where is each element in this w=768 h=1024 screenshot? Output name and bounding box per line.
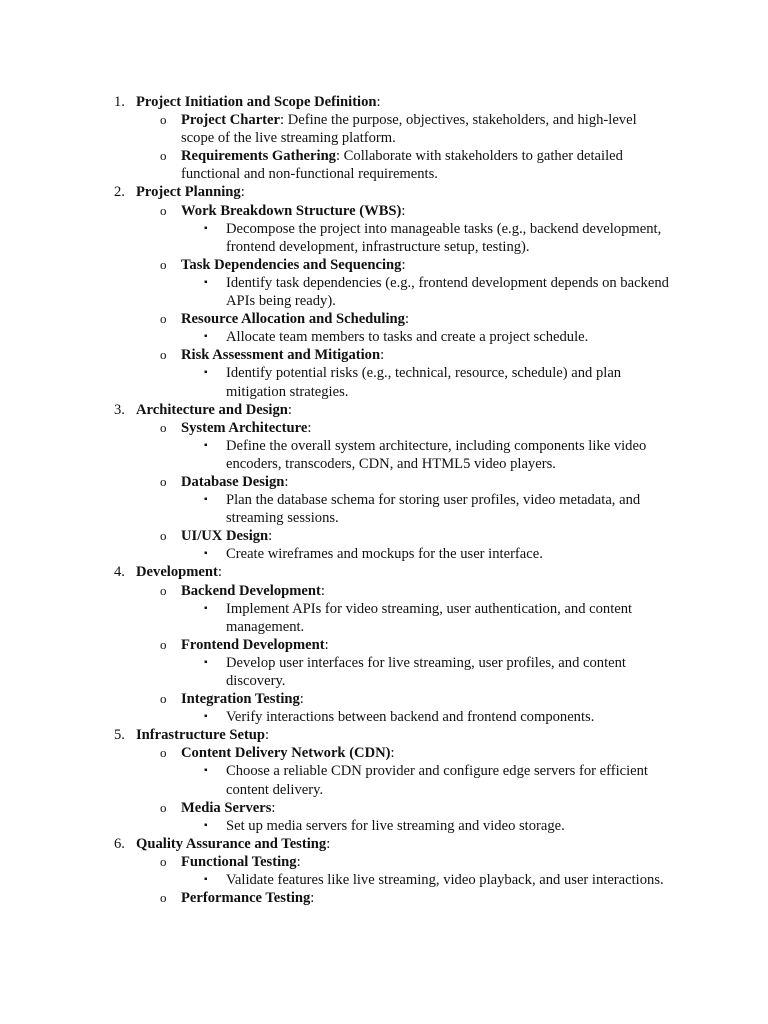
subsection-item [0,147,661,183]
subsection-title: Backend Development [181,582,321,599]
section-number: 1. [114,94,125,110]
section-title: Project Initiation and Scope Definition [136,94,377,110]
detail-bullet [0,491,678,527]
subsection-item [0,889,661,907]
section-number: 5. [114,727,125,744]
detail-bullet [0,762,678,798]
detail-text: Allocate team members to tasks and create a project schedule. [226,329,589,346]
detail-text: Develop user interfaces for live streaming, user profiles, and content discovery. [226,654,626,689]
subsection-item [0,346,661,364]
section-title: Project Planning [136,184,241,201]
square-bullet-icon: ▪ [204,602,208,614]
outline-list [0,93,768,907]
section-heading [0,563,696,581]
section-heading [0,401,696,419]
subsection-item [0,419,661,437]
square-bullet-icon: ▪ [204,765,208,777]
section-title-colon: : [287,401,292,418]
square-bullet-icon: ▪ [204,276,208,288]
subsection-item [0,256,661,274]
subsection-item [0,744,661,762]
detail-text: Create wireframes and mockups for the user interface. [226,546,543,563]
detail-bullet [0,708,678,726]
detail-bullet [0,437,678,473]
subsection-text: : [380,347,385,364]
section-title-colon: : [240,184,245,201]
detail-text: Implement APIs for video streaming, user authentication, and content management. [226,600,633,635]
detail-text: Identify task dependencies (e.g., frontend development depends on backend APIs being ready). [226,274,669,310]
subsection-title: Project Charter [181,112,280,129]
section-title: Development [136,564,218,581]
square-bullet-icon: ▪ [204,331,208,343]
detail-bullet [0,220,678,256]
subsection-text: : [310,890,315,907]
section-title-colon: : [265,727,270,744]
subsection-title: Frontend Development [181,636,325,653]
hollow-bullet-icon: o [160,853,167,869]
subsection-text: : [268,528,273,545]
subsection-text: : [401,256,406,273]
hollow-bullet-icon: o [160,347,167,363]
hollow-bullet-icon: o [160,311,167,327]
subsection-item [0,527,661,545]
subsection-title: Risk Assessment and Mitigation [181,347,381,364]
section-number: 2. [114,184,125,201]
subsection-item [0,799,661,817]
subsection-text: : Collaborate with stakeholders to gather detailed functional and non-functional requirements. [181,148,623,183]
subsection-title: Work Breakdown Structure (WBS) [181,202,402,219]
hollow-bullet-icon: o [160,256,167,272]
square-bullet-icon: ▪ [204,494,208,506]
detail-bullet [0,545,678,563]
hollow-bullet-icon: o [160,636,167,652]
detail-text: Identify potential risks (e.g., technical, resource, schedule) and plan mitigation strategies. [226,365,622,400]
subsection-item [0,853,661,871]
hollow-bullet-icon: o [160,528,167,544]
detail-bullet [0,817,678,835]
subsection-text: : Define the purpose, objectives, stakeholders, and high-level scope of the live streaming platform. [181,112,637,147]
section-heading [0,93,696,111]
subsection-text: : [307,419,312,436]
section-heading [0,726,696,744]
section-heading [0,835,696,853]
subsection-title: Performance Testing [181,890,311,907]
section-title-colon: : [217,564,222,581]
hollow-bullet-icon: o [160,691,167,707]
detail-text: Choose a reliable CDN provider and configure edge servers for efficient content delivery. [226,763,648,798]
section-heading [0,183,696,201]
subsection-item [0,111,661,147]
hollow-bullet-icon: o [160,582,167,598]
subsection-title: Resource Allocation and Scheduling [181,311,405,328]
subsection-text: : [390,745,395,762]
hollow-bullet-icon: o [160,745,167,761]
detail-bullet [0,654,678,690]
subsection-title: Requirements Gathering [181,148,336,165]
detail-text: Define the overall system architecture, including components like video encoders, transcoders, CDN, and HTML5 video players. [226,437,647,472]
section-title: Quality Assurance and Testing [136,835,327,852]
hollow-bullet-icon: o [160,148,167,164]
square-bullet-icon: ▪ [204,548,208,560]
subsection-item [0,473,661,491]
subsection-text: : [320,582,325,599]
square-bullet-icon: ▪ [204,656,208,668]
detail-bullet [0,274,678,310]
section-number: 4. [114,564,125,581]
subsection-text: : [404,311,409,328]
subsection-title: System Architecture [181,419,308,436]
subsection-title: UI/UX Design [181,528,269,545]
square-bullet-icon: ▪ [204,874,208,886]
detail-text: Set up media servers for live streaming and video storage. [226,817,565,834]
subsection-item [0,202,661,220]
subsection-item [0,636,661,654]
subsection-text: : [271,799,276,816]
hollow-bullet-icon: o [160,473,167,489]
square-bullet-icon: ▪ [204,819,208,831]
detail-text: Plan the database schema for storing user profiles, video metadata, and streaming sessions. [226,492,641,527]
subsection-title: Task Dependencies and Sequencing [181,256,402,273]
square-bullet-icon: ▪ [204,711,208,723]
hollow-bullet-icon: o [160,202,167,218]
detail-bullet [0,600,678,636]
subsection-text: : [284,473,289,490]
subsection-title: Content Delivery Network (CDN) [181,745,391,762]
detail-text: Validate features like live streaming, video playback, and user interactions. [226,872,664,889]
detail-bullet [0,364,678,400]
subsection-title: Functional Testing [181,853,297,870]
subsection-item [0,582,661,600]
square-bullet-icon: ▪ [204,367,208,379]
square-bullet-icon: ▪ [204,439,208,451]
detail-bullet [0,871,678,889]
subsection-title: Database Design [181,473,285,490]
subsection-text: : [299,691,304,708]
subsection-text: : [401,202,406,219]
hollow-bullet-icon: o [160,112,167,128]
subsection-item [0,690,661,708]
subsection-text: : [296,853,301,870]
section-number: 3. [114,401,125,418]
subsection-title: Integration Testing [181,691,300,708]
subsection-item [0,310,661,328]
detail-bullet [0,328,678,346]
subsection-title: Media Servers [181,799,272,816]
section-title: Architecture and Design [136,401,288,418]
square-bullet-icon: ▪ [204,222,208,234]
subsection-text: : [324,636,329,653]
detail-text: Verify interactions between backend and frontend components. [226,709,595,726]
section-title: Infrastructure Setup [136,727,266,744]
hollow-bullet-icon: o [160,890,167,906]
hollow-bullet-icon: o [160,799,167,815]
section-title-colon: : [326,835,331,852]
hollow-bullet-icon: o [160,419,167,435]
detail-text: Decompose the project into manageable tasks (e.g., backend development, frontend development, infrastructure setup, testing). [226,220,662,255]
section-number: 6. [114,835,125,852]
section-title-colon: : [376,94,381,110]
